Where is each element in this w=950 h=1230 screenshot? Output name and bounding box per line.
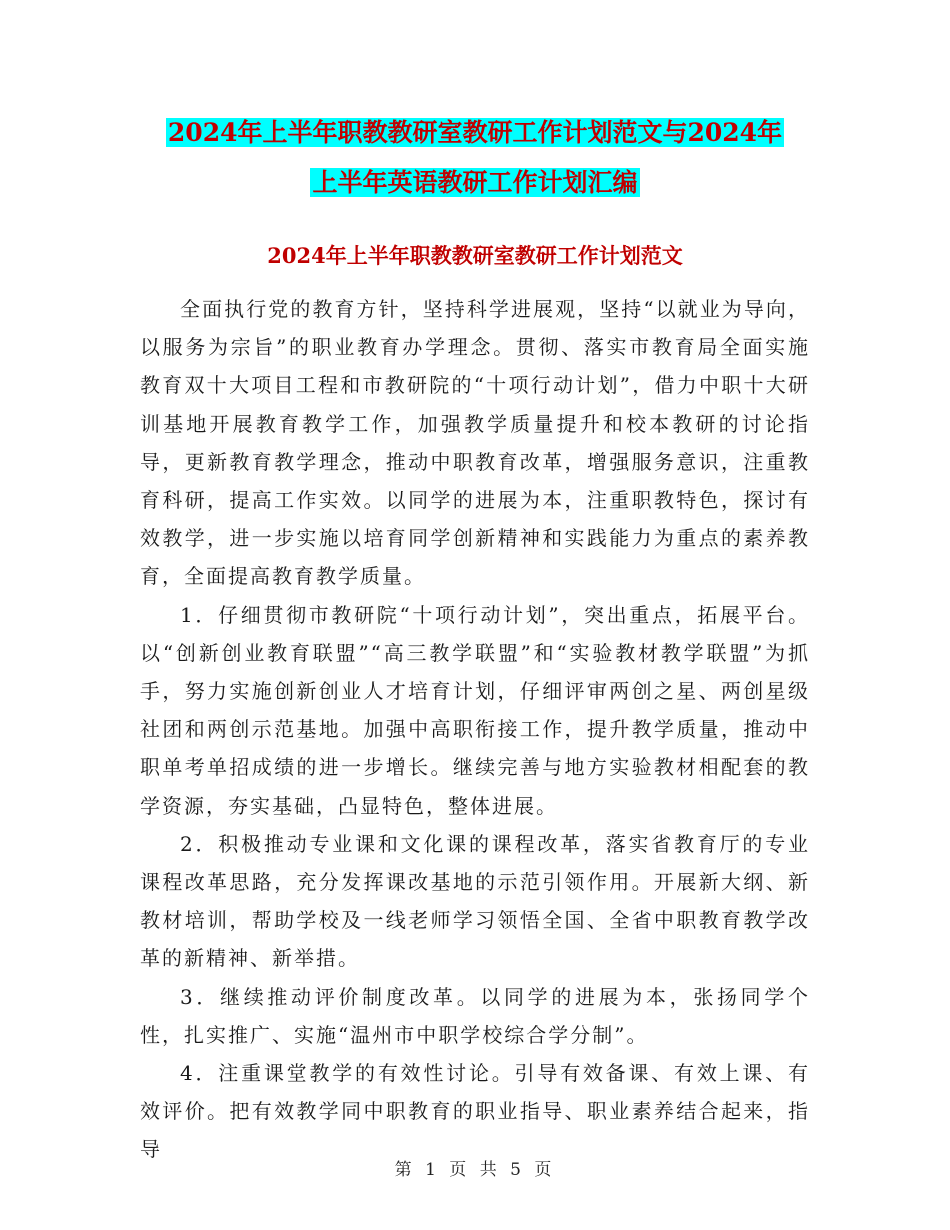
page-footer: 第 1 页 共 5 页	[394, 1160, 556, 1180]
document-title	[150, 108, 800, 208]
document-body	[140, 290, 810, 1169]
paragraph: 4．注重课堂教学的有效性讨论。引导有效备课、有效上课、有效评价。把有效教学同中职教育的职业指导、职业素养结合起来，指导	[140, 1061, 810, 1162]
section-heading: 2024年上半年职教教研室教研工作计划范文	[267, 243, 683, 268]
paragraph: 1．仔细贯彻市教研院“十项行动计划”，突出重点，拓展平台。以“创新创业教育联盟”“高三教学联盟”和“实验教材教学联盟”为抓手，努力实施创新创业人才培育计划，仔细评审两创之星、两创星级社团和两创示范基地。加强中高职衔接工作，提升教学质量，推动中职单考单招成绩的进一步增长。继续完善与地方实验教材相配套的教学资源，夯实基础，凸显特色，整体进展。	[140, 602, 810, 818]
title-line-1: 2024年上半年职教教研室教研工作计划范文与2024年	[167, 118, 783, 147]
paragraph: 2．积极推动专业课和文化课的课程改革，落实省教育厅的专业课程改革思路，充分发挥课改基地的示范引领作用。开展新大纲、新教材培训，帮助学校及一线老师学习领悟全国、全省中职教育教学改革的新精神、新举措。	[140, 831, 810, 971]
paragraph: 3．继续推动评价制度改革。以同学的进展为本，张扬同学个性，扎实推广、实施“温州市中职学校综合学分制”。	[140, 984, 810, 1047]
paragraph: 全面执行党的教育方针，坚持科学进展观，坚持“以就业为导向，以服务为宗旨”的职业教育办学理念。贯彻、落实市教育局全面实施教育双十大项目工程和市教研院的“十项行动计划”，借力中职十大研训基地开展教育教学工作，加强教学质量提升和校本教研的讨论指导，更新教育教学理念，推动中职教育改革，增强服务意识，注重教育科研，提高工作实效。以同学的进展为本，注重职教特色，探讨有效教学，进一步实施以培育同学创新精神和实践能力为重点的素养教育，全面提高教育教学质量。	[140, 297, 810, 589]
title-line-2: 上半年英语教研工作计划汇编	[312, 168, 638, 197]
